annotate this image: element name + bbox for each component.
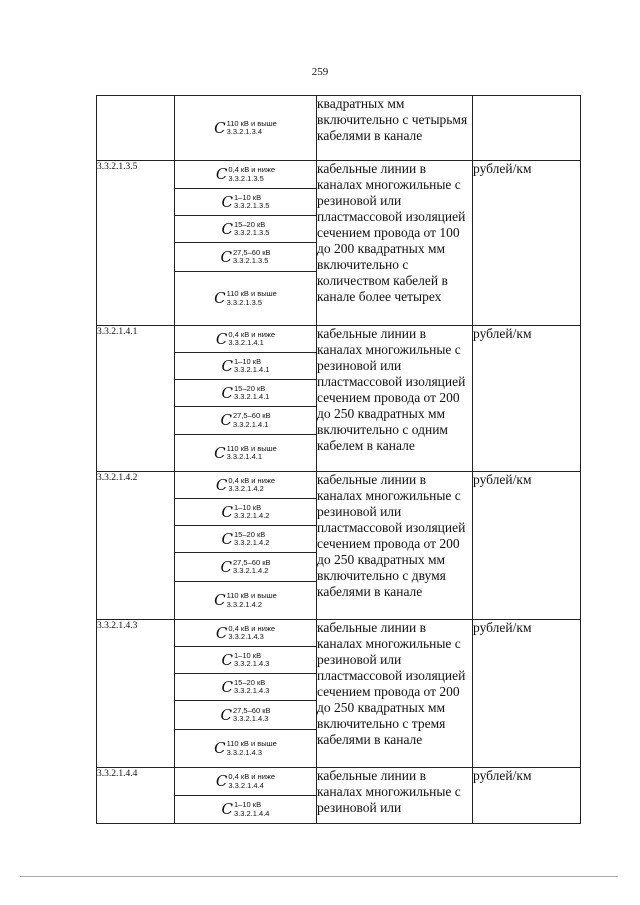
table-row — [97, 620, 581, 768]
code-subscript: 3.3.2.1.4.2 — [228, 484, 264, 493]
rate-symbol — [175, 380, 316, 407]
voltage-superscript: 110 кВ и выше — [226, 118, 277, 128]
voltage-superscript: 0,4 кВ и ниже — [228, 623, 276, 633]
item-description: кабельные линии в каналах многожильные с резиновой или пластмассовой изоляцией сечением провода от 200 до 250 квадратных мм включительно с двумя кабелями в канале — [317, 472, 473, 620]
symbol-letter: C — [221, 529, 234, 548]
rate-symbol — [175, 96, 316, 160]
code-subscript: 3.3.2.1.4.2 — [234, 538, 270, 547]
code-subscript: 3.3.2.1.3.5 — [234, 201, 270, 210]
symbol-letter: C — [215, 329, 228, 348]
voltage-superscript: 1–10 кВ — [234, 502, 262, 512]
tariff-table — [96, 95, 581, 824]
code-subscript: 3.3.2.1.4.2 — [233, 566, 269, 575]
rate-symbol — [175, 796, 316, 823]
item-unit: рублей/км — [473, 326, 581, 472]
voltage-superscript: 110 кВ и выше — [226, 591, 277, 600]
code-subscript: 3.3.2.1.4.1 — [233, 419, 269, 429]
item-unit — [473, 96, 581, 161]
voltage-superscript: 27,5–60 кВ — [233, 557, 271, 567]
code-subscript: 3.3.2.1.4.3 — [234, 686, 270, 695]
symbol-letter: C — [221, 383, 234, 402]
item-description: кабельные линии в каналах многожильные с резиновой или пластмассовой изоляцией сечением провода от 200 до 250 квадратных мм включительно с тремя кабелями в канале — [317, 620, 473, 768]
rate-symbol — [175, 647, 316, 674]
symbol-letter: C — [215, 623, 228, 642]
code-subscript: 3.3.2.1.4.3 — [228, 632, 264, 641]
voltage-superscript: 0,4 кВ и ниже — [228, 165, 276, 174]
item-unit: рублей/км — [473, 768, 581, 824]
voltage-superscript: 0,4 кВ и ниже — [228, 475, 276, 485]
symbol-letter: C — [221, 650, 234, 669]
code-subscript: 3.3.2.1.4.2 — [234, 511, 270, 520]
symbol-letter: C — [215, 772, 228, 790]
rate-symbols-cell — [175, 96, 317, 161]
voltage-superscript: 15–20 кВ — [234, 677, 266, 687]
item-code — [97, 96, 175, 161]
symbol-letter: C — [221, 800, 234, 818]
rate-symbol — [175, 472, 316, 499]
code-subscript: 3.3.2.1.4.4 — [234, 808, 270, 818]
code-subscript: 3.3.2.1.4.3 — [226, 747, 263, 757]
page-number: 259 — [311, 66, 329, 78]
symbol-letter: C — [214, 591, 226, 609]
symbol-letter: C — [221, 192, 234, 211]
code-subscript: 3.3.2.1.3.5 — [234, 228, 270, 237]
voltage-superscript: 0,4 кВ и ниже — [228, 329, 276, 339]
item-description: кабельные линии в каналах многожильные с резиновой или — [317, 768, 473, 824]
code-subscript: 3.3.2.1.4.1 — [234, 392, 270, 401]
voltage-superscript: 15–20 кВ — [234, 383, 266, 393]
symbol-letter: C — [221, 677, 234, 696]
code-subscript: 3.3.2.1.3.5 — [228, 173, 264, 183]
voltage-superscript: 27,5–60 кВ — [233, 411, 271, 420]
code-subscript: 3.3.2.1.3.5 — [233, 256, 269, 265]
code-subscript: 3.3.2.1.4.4 — [228, 780, 264, 790]
symbol-letter: C — [215, 165, 228, 183]
code-subscript: 3.3.2.1.4.2 — [226, 599, 263, 609]
page-bottom-edge — [20, 876, 618, 877]
table-row — [97, 472, 581, 620]
symbol-letter: C — [220, 705, 232, 724]
voltage-superscript: 15–20 кВ — [234, 529, 266, 539]
symbol-letter: C — [214, 118, 226, 137]
symbol-letter: C — [220, 411, 232, 429]
rate-symbol — [175, 435, 316, 471]
rate-symbol — [175, 526, 316, 553]
symbol-letter: C — [220, 247, 232, 266]
symbol-letter: C — [220, 557, 232, 576]
voltage-superscript: 110 кВ и выше — [226, 443, 277, 453]
rate-symbols-cell — [175, 326, 317, 472]
symbol-letter: C — [214, 289, 226, 307]
symbol-letter: C — [214, 739, 226, 757]
code-subscript: 3.3.2.1.4.1 — [234, 365, 270, 374]
rate-symbol — [175, 353, 316, 380]
rate-symbol — [175, 161, 316, 189]
voltage-superscript: 27,5–60 кВ — [233, 705, 271, 715]
rate-symbol — [175, 620, 316, 647]
rate-symbol — [175, 216, 316, 243]
item-unit: рублей/км — [473, 620, 581, 768]
code-subscript: 3.3.2.1.4.3 — [234, 659, 270, 668]
rate-symbol — [175, 701, 316, 730]
symbol-letter: C — [221, 502, 234, 521]
voltage-superscript: 15–20 кВ — [234, 219, 266, 229]
rate-symbol — [175, 326, 316, 353]
rate-symbol — [175, 674, 316, 701]
rate-symbol — [175, 553, 316, 582]
rate-symbols-cell — [175, 161, 317, 326]
rate-symbol — [175, 582, 316, 619]
code-subscript: 3.3.2.1.4.1 — [226, 452, 263, 461]
symbol-letter: C — [215, 475, 228, 494]
table-row — [97, 768, 581, 824]
symbol-letter: C — [221, 219, 234, 238]
item-description: квадратных мм включительно с четырьмя кабелями в канале — [317, 96, 473, 161]
item-code: 3.3.2.1.4.1 — [97, 326, 175, 472]
voltage-superscript: 1–10 кВ — [234, 192, 262, 202]
voltage-superscript: 27,5–60 кВ — [233, 247, 271, 257]
code-subscript: 3.3.2.1.3.5 — [226, 297, 263, 307]
rate-symbol — [175, 243, 316, 272]
rate-symbol — [175, 407, 316, 435]
item-code: 3.3.2.1.4.4 — [97, 768, 175, 824]
code-subscript: 3.3.2.1.3.4 — [226, 127, 263, 136]
item-unit: рублей/км — [473, 161, 581, 326]
item-code: 3.3.2.1.3.5 — [97, 161, 175, 326]
rate-symbols-cell — [175, 768, 317, 824]
table-row — [97, 96, 581, 161]
voltage-superscript: 1–10 кВ — [234, 800, 262, 809]
item-unit: рублей/км — [473, 472, 581, 620]
rate-symbol — [175, 499, 316, 526]
voltage-superscript: 110 кВ и выше — [226, 289, 277, 298]
symbol-letter: C — [221, 356, 234, 375]
rate-symbol — [175, 768, 316, 796]
rate-symbols-cell — [175, 472, 317, 620]
code-subscript: 3.3.2.1.4.3 — [233, 714, 269, 723]
table-row — [97, 326, 581, 472]
item-code: 3.3.2.1.4.2 — [97, 472, 175, 620]
voltage-superscript: 1–10 кВ — [234, 650, 262, 660]
voltage-superscript: 110 кВ и выше — [226, 739, 277, 748]
item-description: кабельные линии в каналах многожильные с резиновой или пластмассовой изоляцией сечением провода от 100 до 200 квадратных мм включительно с количеством кабелей в канале более четырех — [317, 161, 473, 326]
code-subscript: 3.3.2.1.4.1 — [228, 338, 264, 347]
rate-symbol — [175, 189, 316, 216]
rate-symbols-cell — [175, 620, 317, 768]
item-description: кабельные линии в каналах многожильные с резиновой или пластмассовой изоляцией сечением провода от 200 до 250 квадратных мм включительно с одним кабелем в канале — [317, 326, 473, 472]
symbol-letter: C — [214, 443, 226, 462]
rate-symbol — [175, 272, 316, 325]
table-row — [97, 161, 581, 326]
item-code: 3.3.2.1.4.3 — [97, 620, 175, 768]
voltage-superscript: 0,4 кВ и ниже — [228, 772, 276, 781]
voltage-superscript: 1–10 кВ — [234, 356, 262, 366]
rate-symbol — [175, 730, 316, 767]
